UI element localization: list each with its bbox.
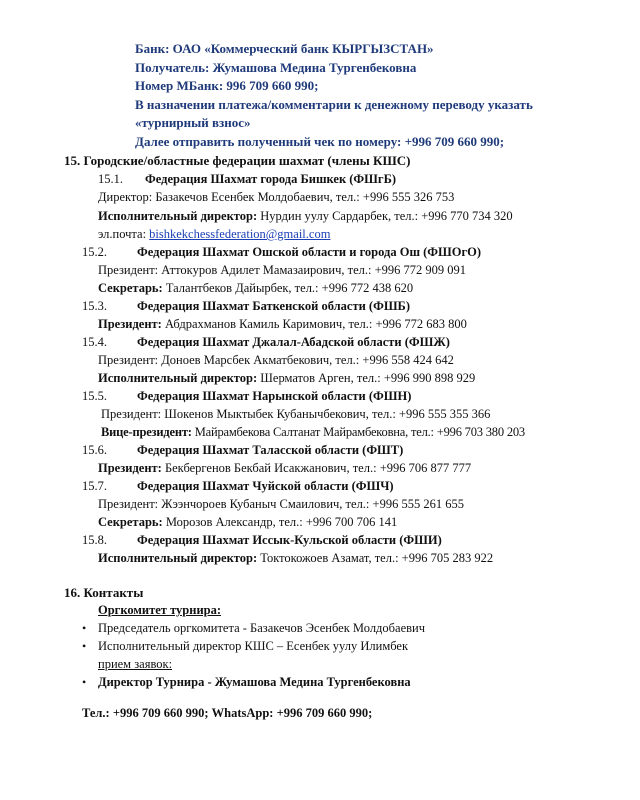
- bank-details: [135, 40, 625, 152]
- bank-mbank-number: Номер МБанк: 996 709 660 990;: [135, 78, 319, 94]
- bank-send-receipt: Далее отправить полученный чек по номеру: +996 709 660 990;: [135, 133, 505, 149]
- reception-label: прием заявок:: [98, 657, 173, 671]
- role-label: Президент:: [98, 317, 162, 331]
- fed-row: [98, 317, 467, 332]
- role-text: Майрамбекова Салтанат Майрамбековна, тел.: +996 703 380 203: [191, 425, 525, 439]
- role-text: Талантбеков Дайырбек, тел.: +996 772 438 620: [162, 281, 414, 295]
- fed-row: Президент: Аттокуров Адилет Мамазаирович, тел.: +996 772 909 091: [98, 263, 467, 277]
- fed-row: [98, 281, 413, 296]
- contact-exec-director: Исполнительный директор КШС – Есенбек уулу Илимбек: [98, 639, 409, 653]
- fed-number: 15.2.: [82, 245, 107, 259]
- fed-row: [98, 461, 471, 476]
- fed-row: Президент: Доноев Марсбек Акматбекович, тел.: +996 558 424 642: [98, 353, 454, 367]
- fed-name-issyk-kul: Федерация Шахмат Иссык-Кульской области (ФШИ): [137, 533, 442, 547]
- role-label: Исполнительный директор:: [98, 551, 258, 565]
- fed-number: 15.7.: [82, 479, 107, 493]
- fed-number: 15.1.: [98, 172, 123, 186]
- orgcom-label: Оргкомитет турнира:: [98, 603, 222, 617]
- role-label: Исполнительный директор:: [98, 371, 258, 385]
- section-15-title: 15. Городские/областные федерации шахмат (члены КШС): [64, 153, 411, 168]
- fed-row: Президент: Шокенов Мыктыбек Кубанычбекович, тел.: +996 555 355 366: [101, 407, 491, 421]
- bullet-icon: •: [82, 621, 87, 635]
- fed-number: 15.4.: [82, 335, 107, 349]
- role-label: Секретарь:: [98, 281, 163, 295]
- fed-number: 15.5.: [82, 389, 107, 403]
- email-link[interactable]: bishkekchessfederation@gmail.com: [149, 227, 331, 241]
- fed-row: [98, 209, 513, 224]
- fed-row: [98, 515, 397, 530]
- fed-name-batken: Федерация Шахмат Баткенской области (ФШБ): [137, 299, 410, 313]
- fed-name-jalal-abad: Федерация Шахмат Джалал-Абадской области (ФШЖ): [137, 335, 450, 349]
- role-label: Вице-президент:: [101, 425, 192, 439]
- role-text: Морозов Александр, тел.: +996 700 706 141: [162, 515, 398, 529]
- email-label: эл.почта:: [98, 227, 150, 241]
- role-text: Шерматов Арген, тел.: +996 990 898 929: [257, 371, 476, 385]
- fed-name-chui: Федерация Шахмат Чуйской области (ФШЧ): [137, 479, 394, 493]
- role-label: Исполнительный директор:: [98, 209, 258, 223]
- fed-email-row: [98, 227, 330, 242]
- bank-payment-purpose: «турнирный взнос»: [135, 115, 251, 131]
- bank-recipient: Получатель: Жумашова Медина Тургенбековна: [135, 59, 417, 75]
- role-text: Токтокожоев Азамат, тел.: +996 705 283 922: [257, 551, 494, 565]
- role-text: Нурдин уулу Сардарбек, тел.: +996 770 734 320: [257, 209, 513, 223]
- phones-text: Тел.: +996 709 660 990; WhatsApp: +996 709 660 990;: [82, 706, 373, 720]
- fed-row: [101, 425, 525, 440]
- fed-row: Директор: Базакечов Есенбек Молдобаевич, тел.: +996 555 326 753: [98, 190, 455, 204]
- fed-row: [98, 371, 475, 386]
- fed-name-bishkek: Федерация Шахмат города Бишкек (ФШгБ): [145, 172, 397, 186]
- bullet-icon: •: [82, 675, 87, 689]
- contact-phones: [82, 706, 372, 721]
- fed-row: Президент: Жээнчороев Кубаныч Смаилович, тел.: +996 555 261 655: [98, 497, 464, 511]
- role-label: Секретарь:: [98, 515, 163, 529]
- fed-number: 15.3.: [82, 299, 107, 313]
- orgcom-heading: [98, 603, 221, 618]
- fed-number: 15.6.: [82, 443, 107, 457]
- bank-payment-note: В назначении платежа/комментарии к денежному переводу указать: [135, 96, 533, 112]
- role-text: Абдрахманов Камиль Каримович, тел.: +996 772 683 800: [161, 317, 467, 331]
- contact-chairman: Председатель оргкомитета - Базакечов Эсенбек Молдобаевич: [98, 621, 426, 635]
- role-text: Бекбергенов Бекбай Исакжанович, тел.: +996 706 877 777: [161, 461, 472, 475]
- director-text: Директор Турнира - Жумашова Медина Тургенбековна: [98, 675, 411, 689]
- bullet-icon: •: [82, 639, 87, 653]
- contact-tournament-director: [98, 675, 411, 690]
- fed-name-naryn: Федерация Шахмат Нарынской области (ФШН): [137, 389, 412, 403]
- section-16-title: 16. Контакты: [64, 585, 144, 600]
- role-label: Президент:: [98, 461, 162, 475]
- fed-name-talas: Федерация Шахмат Таласской области (ФШТ): [137, 443, 404, 457]
- bank-name: Банк: ОАО «Коммерческий банк КЫРГЫЗСТАН»: [135, 41, 434, 56]
- fed-name-osh: Федерация Шахмат Ошской области и города Ош (ФШОгО): [137, 245, 482, 259]
- fed-number: 15.8.: [82, 533, 107, 547]
- fed-row: [98, 551, 493, 566]
